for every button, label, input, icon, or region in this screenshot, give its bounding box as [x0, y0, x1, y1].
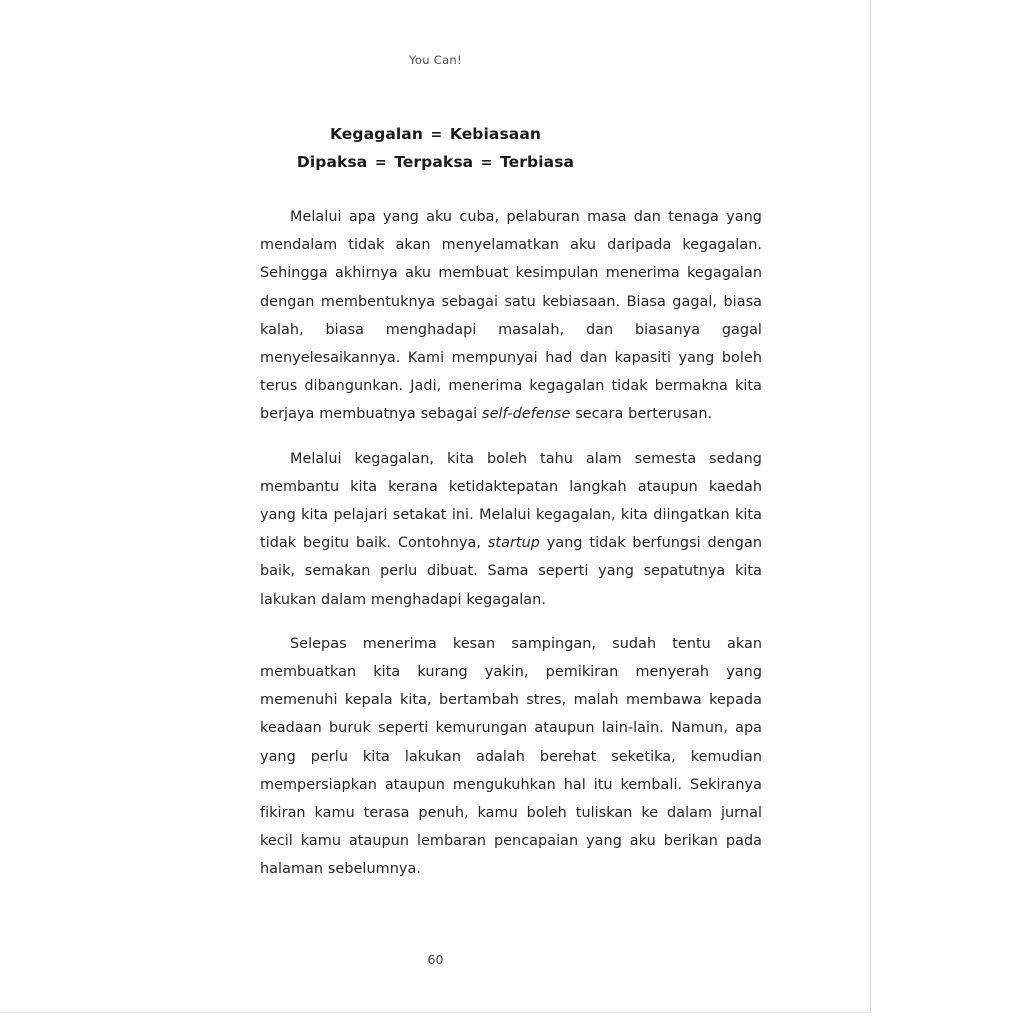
heading-word-terpaksa: Terpaksa — [394, 153, 474, 171]
equals-icon: = — [374, 155, 387, 171]
running-head: You Can! — [409, 53, 462, 67]
heading-word-kegagalan: Kegagalan — [329, 125, 424, 143]
equals-icon: = — [480, 155, 493, 171]
paragraph: Melalui kegagalan, kita boleh tahu alam semesta sedang membantu kita kerana ketidaktepatan langkah ataupun kaedah yang kita pelajari setakat ini. Melalui kegagalan, kita diingatkan kita tidak begitu baik. Contohnya, startup yang tidak berfungsi dengan baik, semakan perlu dibuat. Sama seperti yang sepatutnya kita lakukan dalam menghadapi kegagalan. — [260, 450, 763, 608]
paragraph: Melalui apa yang aku cuba, pelaburan masa dan tenaga yang mendalam tidak akan menyelamatkan aku daripada kegagalan. Sehingga akhirnya aku membuat kesimpulan menerima kegagalan dengan membentuknya sebagai satu kebiasaan. Biasa gagal, biasa kalah, biasa menghadapi masalah, dan biasanya gagal menyelesaikannya. Kami mempunyai had dan kapasiti yang boleh terus dibangunkan. Jadi, menerima kegagalan tidak bermakna kita berjaya membuatnya sebagai self-defense secara berterusan. — [260, 209, 762, 423]
section-heading — [0, 121, 871, 177]
italic-term: self-defense — [482, 406, 571, 423]
equals-icon: = — [430, 127, 443, 143]
heading-word-kebiasaan: Kebiasaan — [449, 125, 542, 143]
body-text-column — [260, 203, 762, 884]
section-heading-line-1 — [0, 121, 871, 149]
paragraph: Selepas menerima kesan sampingan, sudah tentu akan membuatkan kita kurang yakin, pemikiran menyerah yang memenuhi kepala kita, bertambah stres, malah membawa kepada keadaan buruk seperti kemurungan ataupun lain-lain. Namun, apa yang perlu kita lakukan adalah berehat seketika, kemudian mempersiapkan ataupun mengukuhkan hal itu kembali. Sekiranya fikiran kamu terasa penuh, kamu boleh tuliskan ke dalam jurnal kecil kamu ataupun lembaran pencapaian yang aku berikan pada halaman sebelumnya. — [260, 635, 762, 878]
heading-word-dipaksa: Dipaksa — [296, 153, 368, 171]
heading-word-terbiasa: Terbiasa — [500, 153, 575, 171]
page-number: 60 — [427, 952, 444, 967]
section-heading-line-2 — [0, 149, 871, 177]
italic-term: startup — [487, 535, 540, 552]
